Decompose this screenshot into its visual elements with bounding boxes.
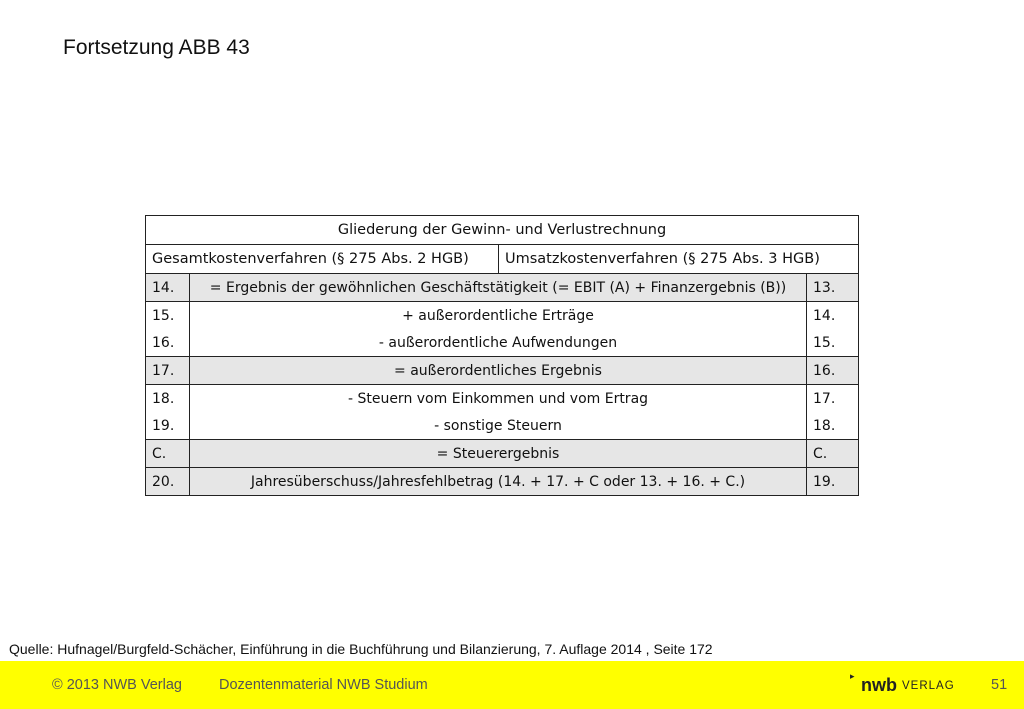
gkv-number: 14. [146,274,190,302]
table-row [146,357,859,385]
gkv-number: 19. [146,412,190,440]
ukv-number: 18. [807,412,859,440]
footer-copyright: © 2013 NWB Verlag [52,677,182,693]
row-text: Jahresüberschuss/Jahresfehlbetrag (14. + 17. + C oder 13. + 16. + C.) [190,468,807,496]
row-text: - außerordentliche Aufwendungen [190,329,807,357]
table-row [146,385,859,413]
logo-arrow-icon: ▸ [850,671,855,681]
gkv-number: 16. [146,329,190,357]
ukv-number: 16. [807,357,859,385]
ukv-number: 13. [807,274,859,302]
row-text: - Steuern vom Einkommen und vom Ertrag [190,385,807,413]
logo-suffix: VERLAG [902,680,955,692]
table-row [146,302,859,330]
guv-table [145,215,859,496]
footer-course-label: Dozentenmaterial NWB Studium [219,677,428,693]
logo-brand: nwb [861,675,897,695]
table-row [146,468,859,496]
table-row [146,274,859,302]
table-title: Gliederung der Gewinn- und Verlustrechnung [146,216,859,245]
right-column-header: Umsatzkostenverfahren (§ 275 Abs. 3 HGB) [499,245,859,274]
gkv-number: 17. [146,357,190,385]
ukv-number: 14. [807,302,859,330]
table-row [146,329,859,357]
row-text: = Ergebnis der gewöhnlichen Geschäftstätigkeit (= EBIT (A) + Finanzergebnis (B)) [190,274,807,302]
slide-title: Fortsetzung ABB 43 [63,36,250,59]
gkv-number: C. [146,440,190,468]
table-row [146,440,859,468]
table-row [146,412,859,440]
left-column-header: Gesamtkostenverfahren (§ 275 Abs. 2 HGB) [146,245,499,274]
row-text: = außerordentliches Ergebnis [190,357,807,385]
gkv-number: 18. [146,385,190,413]
footer-bar [0,661,1024,709]
row-text: + außerordentliche Erträge [190,302,807,330]
ukv-number: C. [807,440,859,468]
row-text: = Steuerergebnis [190,440,807,468]
page-number: 51 [991,677,1008,693]
ukv-number: 15. [807,329,859,357]
gkv-number: 20. [146,468,190,496]
ukv-number: 19. [807,468,859,496]
source-citation: Quelle: Hufnagel/Burgfeld-Schächer, Einführung in die Buchführung und Bilanzierung, 7. Auflage 2014 , Seite 172 [9,641,713,657]
gkv-number: 15. [146,302,190,330]
ukv-number: 17. [807,385,859,413]
row-text: - sonstige Steuern [190,412,807,440]
